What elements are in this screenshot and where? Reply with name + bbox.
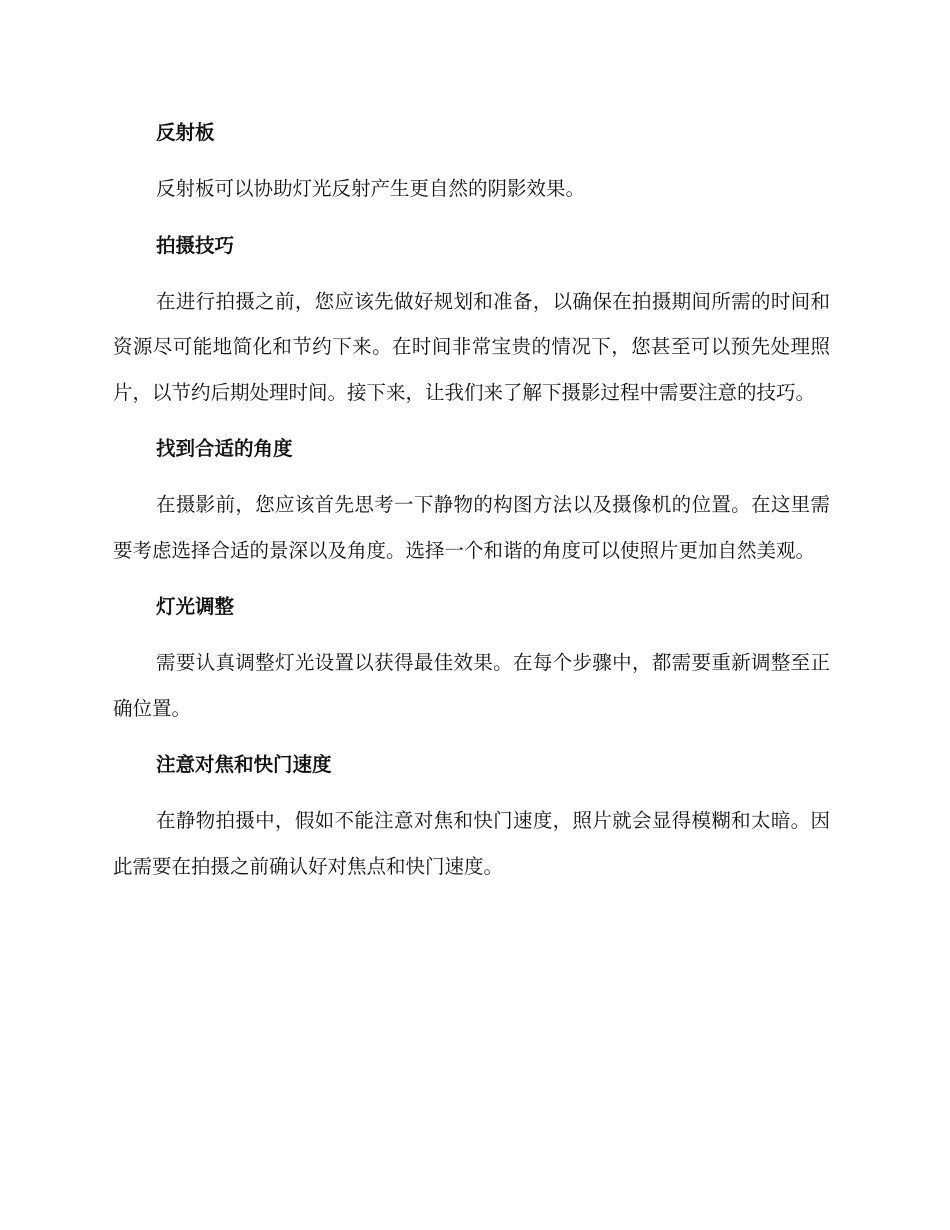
section-heading-focus-shutter: 注意对焦和快门速度 (156, 753, 332, 776)
section-paragraph-focus-shutter: 在静物拍摄中，假如不能注意对焦和快门速度，照片就会显得模糊和太暗。因此需要在拍摄之前确认好对焦点和快门速度。 (113, 809, 830, 878)
section-heading-shooting-tips: 拍摄技巧 (156, 233, 235, 257)
section-paragraph-shooting-tips: 在进行拍摄之前，您应该先做好规划和准备，以确保在拍摄期间所需的时间和资源尽可能地简化和节约下来。在时间非常宝贵的情况下，您甚至可以预先处理照片，以节约后期处理时间。接下来，让我们来了解下摄影过程中需要注意的技巧。 (113, 289, 830, 404)
section-heading-find-angle: 找到合适的角度 (156, 437, 293, 460)
section-paragraph-lighting: 需要认真调整灯光设置以获得最佳效果。在每个步骤中，都需要重新调整至正确位置。 (113, 651, 830, 720)
section-paragraph-reflector: 反射板可以协助灯光反射产生更自然的阴影效果。 (156, 177, 586, 200)
section-heading-lighting: 灯光调整 (156, 595, 235, 618)
section-paragraph-find-angle: 在摄影前，您应该首先思考一下静物的构图方法以及摄像机的位置。在这里需要考虑选择合适的景深以及角度。选择一个和谐的角度可以使照片更加自然美观。 (113, 493, 830, 562)
document-body (113, 110, 830, 900)
section-heading-reflector: 反射板 (156, 121, 215, 144)
